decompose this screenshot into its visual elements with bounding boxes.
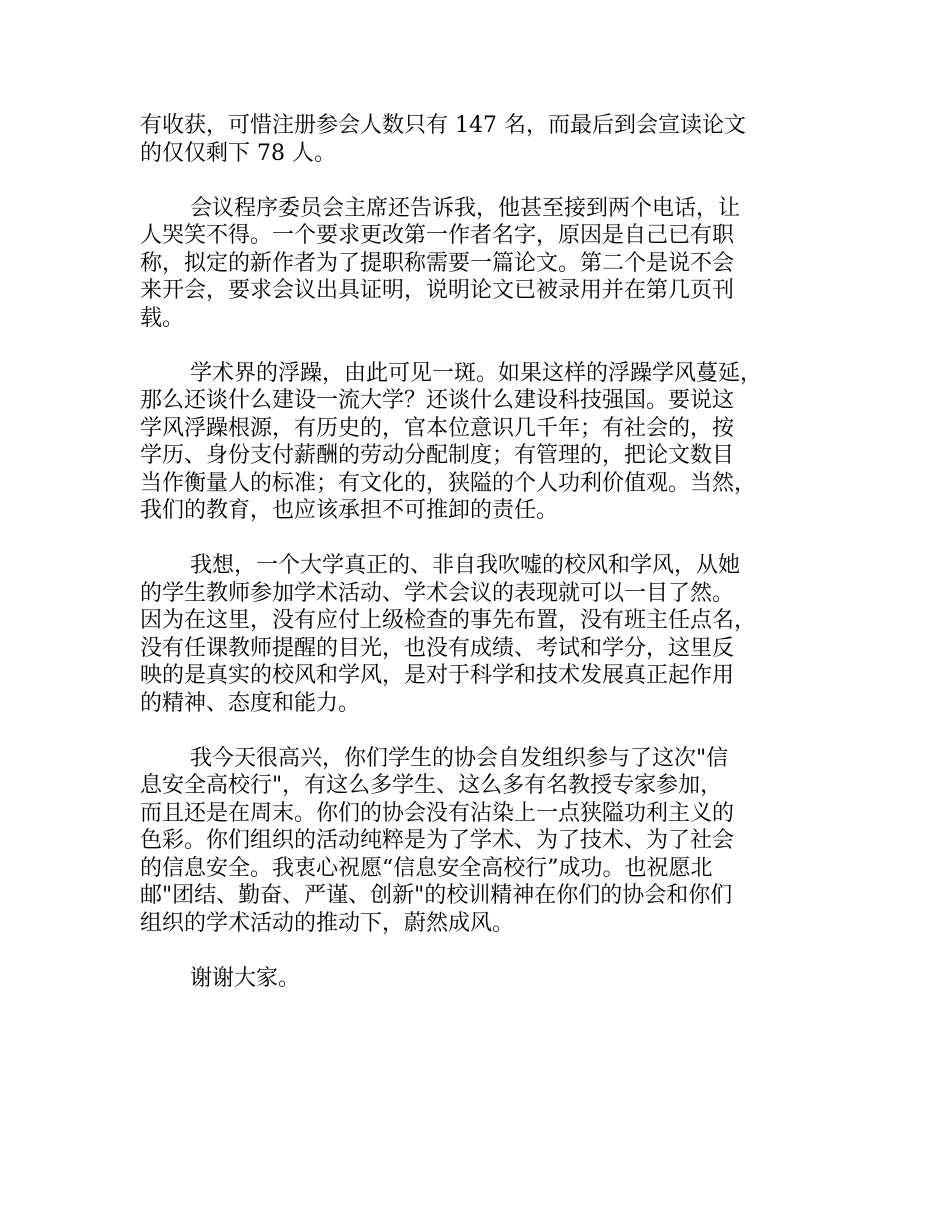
paragraph-line: 谢谢大家。: [190, 965, 301, 991]
paragraph-1: [140, 112, 825, 167]
paragraph-line: 我想，一个大学真正的、非自我吹嘘的校风和学风，从她: [190, 553, 741, 578]
paragraph-5: [140, 745, 825, 938]
paragraph-line: 息安全高校行"，有这么多学生、这么多有名教授专家参加，: [140, 773, 723, 798]
paragraph-line: 映的是真实的校风和学风，是对于科学和技术发展真正起作用: [140, 663, 735, 688]
paragraph-line: 称，拟定的新作者为了提职称需要一篇论文。第二个是说不会: [140, 250, 735, 276]
paragraph-line: 色彩。你们组织的活动纯粹是为了学术、为了技术、为了社会: [140, 828, 735, 853]
paragraph-line: 学历、身份支付薪酬的劳动分配制度；有管理的，把论文数目: [140, 443, 735, 468]
paragraph-6: [140, 965, 825, 993]
paragraph-line: 的信息安全。我衷心祝愿“信息安全高校行”成功。也祝愿北: [140, 855, 713, 881]
paragraph-line: 我们的教育，也应该承担不可推卸的责任。: [140, 498, 559, 523]
paragraph-line: 没有任课教师提醒的目光，也没有成绩、考试和学分，这里反: [140, 635, 735, 661]
paragraph-line: 人哭笑不得。一个要求更改第一作者名字，原因是自己已有职: [140, 223, 735, 248]
paragraph-line: 那么还谈什么建设一流大学？还谈什么建设科技强国。要说这: [140, 388, 735, 413]
document-body: [140, 112, 825, 1020]
paragraph-line: 的学生教师参加学术活动、学术会议的表现就可以一目了然。: [140, 580, 735, 606]
paragraph-4: [140, 552, 825, 717]
paragraph-line: 有收获，可惜注册参会人数只有 147 名，而最后到会宣读论文: [140, 113, 746, 138]
paragraph-line: 我今天很高兴，你们学生的协会自发组织参与了这次"信: [190, 745, 729, 771]
paragraph-line: 的精神、态度和能力。: [140, 690, 361, 716]
paragraph-2: [140, 195, 825, 333]
paragraph-line: 因为在这里，没有应付上级检查的事先布置，没有班主任点名，: [140, 608, 757, 633]
paragraph-line: 学风浮躁根源，有历史的，官本位意识几千年；有社会的，按: [140, 415, 735, 441]
paragraph-line: 载。: [140, 305, 185, 331]
paragraph-line: 组织的学术活动的推动下，蔚然成风。: [140, 910, 515, 936]
paragraph-3: [140, 360, 825, 525]
paragraph-line: 当作衡量人的标准；有文化的，狭隘的个人功利价值观。当然，: [140, 470, 757, 496]
paragraph-line: 而且还是在周末。你们的协会没有沾染上一点狭隘功利主义的: [140, 800, 735, 826]
paragraph-line: 邮"团结、勤奋、严谨、创新"的校训精神在你们的协会和你们: [140, 883, 733, 908]
paragraph-line: 来开会，要求会议出具证明，说明论文已被录用并在第几页刊: [140, 278, 735, 303]
paragraph-line: 会议程序委员会主席还告诉我，他甚至接到两个电话，让: [190, 195, 741, 221]
paragraph-line: 学术界的浮躁，由此可见一斑。如果这样的浮躁学风蔓延，: [190, 360, 763, 386]
paragraph-line: 的仅仅剩下 78 人。: [140, 140, 336, 166]
